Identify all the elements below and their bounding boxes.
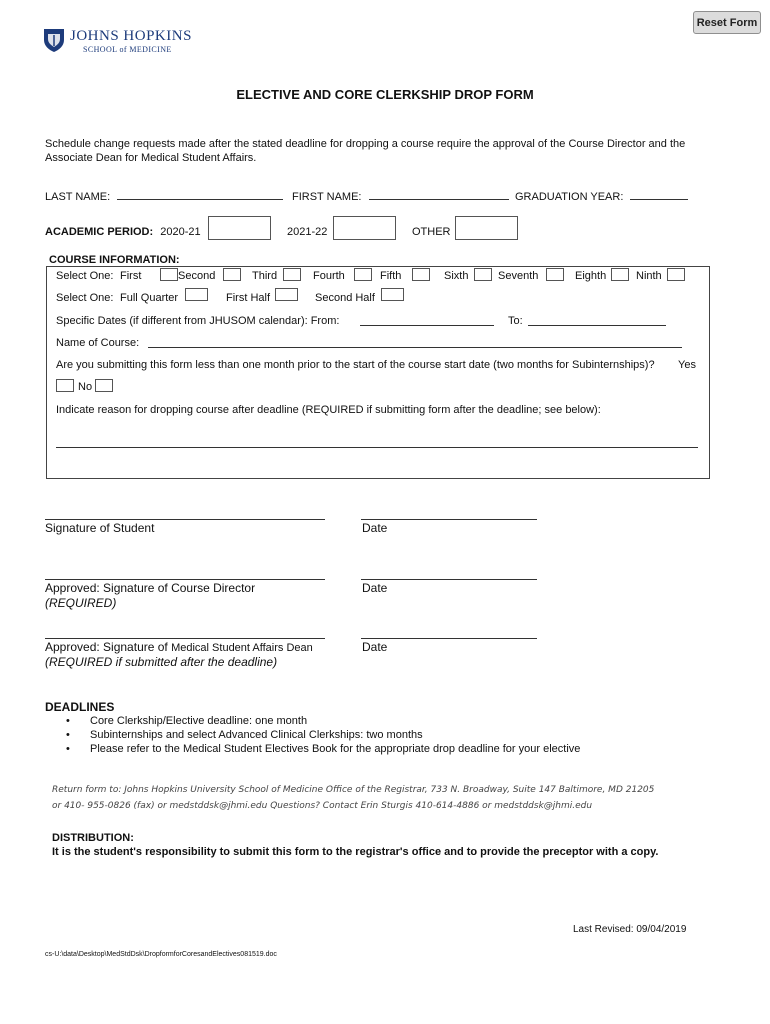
yes-checkbox[interactable] (56, 379, 74, 392)
first-half-checkbox[interactable] (275, 288, 298, 301)
student-date-line[interactable] (361, 519, 537, 520)
deadlines-header: DEADLINES (45, 700, 115, 714)
director-signature-label: Approved: Signature of Course Director (45, 581, 256, 595)
no-label: No (78, 381, 93, 393)
last-name-field[interactable] (117, 189, 283, 200)
period-other-checkbox[interactable] (455, 216, 518, 240)
dates-from-label: Specific Dates (if different from JHUSOM calendar): From: (56, 315, 340, 327)
full-quarter-label: Full Quarter (120, 292, 179, 304)
rotation-eighth-checkbox[interactable] (611, 268, 629, 281)
return-instructions (52, 782, 654, 814)
list-item: • Core Clerkship/Elective deadline: one month (66, 714, 580, 728)
rotation-label: Fifth (380, 270, 402, 282)
academic-period-label: ACADEMIC PERIOD: (45, 226, 154, 238)
date-label: Date (362, 521, 388, 535)
period-2020-checkbox[interactable] (208, 216, 271, 240)
form-title: ELECTIVE AND CORE CLERKSHIP DROP FORM (236, 87, 534, 102)
grad-year-label: GRADUATION YEAR: (515, 191, 624, 203)
first-name-field[interactable] (369, 189, 509, 200)
return-line-2: or 410- 955-0826 (fax) or medstddsk@jhmi.edu Questions? Contact Erin Sturgis 410-614-4886 or medstddsk@jhmi.edu (52, 801, 593, 811)
first-half-label: First Half (226, 292, 270, 304)
rotation-fourth-checkbox[interactable] (354, 268, 372, 281)
full-quarter-checkbox[interactable] (185, 288, 208, 301)
second-half-checkbox[interactable] (381, 288, 404, 301)
rotation-label: Third (252, 270, 278, 282)
dean-date-line[interactable] (361, 638, 537, 639)
director-date-line[interactable] (361, 579, 537, 580)
last-name-row (45, 189, 283, 203)
last-name-label: LAST NAME: (45, 191, 111, 203)
academic-period-row (45, 226, 201, 238)
rotation-label: Ninth (636, 270, 662, 282)
rotation-first-checkbox[interactable] (160, 268, 178, 281)
shield-icon (43, 27, 65, 53)
period-option-label: OTHER (412, 226, 451, 238)
date-label: Date (362, 581, 388, 595)
intro-text: Schedule change requests made after the stated deadline for dropping a course require the approval of the Course Director and the Associate Dean for Medical Student Affairs. (45, 138, 686, 164)
rotation-sixth-checkbox[interactable] (474, 268, 492, 281)
rotation-fifth-checkbox[interactable] (412, 268, 430, 281)
rotation-second-checkbox[interactable] (223, 268, 241, 281)
reason-field[interactable] (56, 437, 698, 448)
last-revised: Last Revised: 09/04/2019 (573, 924, 687, 935)
second-half-label: Second Half (315, 292, 375, 304)
course-name-field[interactable] (148, 337, 682, 348)
rotation-label: Sixth (444, 270, 469, 282)
rotation-label: Fourth (313, 270, 345, 282)
rotation-label: Seventh (498, 270, 539, 282)
date-to-field[interactable] (528, 315, 666, 326)
rotation-label: Eighth (575, 270, 607, 282)
first-name-row (292, 189, 509, 203)
rotation-seventh-checkbox[interactable] (546, 268, 564, 281)
dean-required-note: (REQUIRED if submitted after the deadline) (45, 655, 278, 669)
file-path: cs-U:\data\Desktop\MedStdDsk\DropformforCoresandElectives081519.doc (45, 951, 277, 958)
reset-form-button[interactable]: Reset Form (693, 11, 761, 34)
period-2021-checkbox[interactable] (333, 216, 396, 240)
yes-label: Yes (678, 359, 696, 371)
rotation-third-checkbox[interactable] (283, 268, 301, 281)
grad-year-field[interactable] (630, 189, 688, 200)
rotation-ninth-checkbox[interactable] (667, 268, 685, 281)
distribution-header: DISTRIBUTION: (52, 832, 134, 844)
list-item: • Please refer to the Medical Student Electives Book for the appropriate drop deadline for your elective (66, 742, 580, 756)
rotation-label: Second (178, 270, 216, 282)
period-option-label: 2021-22 (287, 226, 328, 238)
return-line-1: Return form to: Johns Hopkins University School of Medicine Office of the Registrar, 733 N. Broadway, Suite 147 Baltimore, MD 21205 (52, 785, 655, 795)
student-signature-label: Signature of Student (45, 521, 155, 535)
first-name-label: FIRST NAME: (292, 191, 362, 203)
dates-to-label: To: (508, 315, 523, 327)
list-item: • Subinternships and select Advanced Clinical Clerkships: two months (66, 728, 580, 742)
reason-label: Indicate reason for dropping course after deadline (REQUIRED if submitting form after the deadline; see below): (56, 404, 601, 416)
director-signature-line[interactable] (45, 579, 325, 580)
grad-year-row (515, 189, 688, 203)
date-label: Date (362, 640, 388, 654)
no-checkbox[interactable] (95, 379, 113, 392)
late-question-text: Are you submitting this form less than one month prior to the start of the course start date (two months for Subinternships)? (56, 359, 655, 371)
logo-name: JOHNS HOPKINS (70, 28, 192, 44)
deadlines-list (66, 714, 580, 756)
dean-signature-label: Approved: Signature of Medical Student Affairs Dean (45, 640, 313, 654)
dean-signature-line[interactable] (45, 638, 325, 639)
select-one-label: Select One: (56, 292, 114, 304)
course-info-header: COURSE INFORMATION: (49, 254, 180, 266)
period-option-label: 2020-21 (160, 226, 201, 238)
director-required-note: (REQUIRED) (45, 596, 117, 610)
student-signature-line[interactable] (45, 519, 325, 520)
rotation-label: First (120, 270, 142, 282)
distribution-text: It is the student's responsibility to submit this form to the registrar's office and to provide the preceptor with a copy. (52, 846, 659, 858)
course-name-label: Name of Course: (56, 337, 140, 349)
date-from-field[interactable] (360, 315, 494, 326)
logo-sub: SCHOOL of MEDICINE (83, 45, 172, 54)
select-one-label: Select One: (56, 270, 114, 282)
